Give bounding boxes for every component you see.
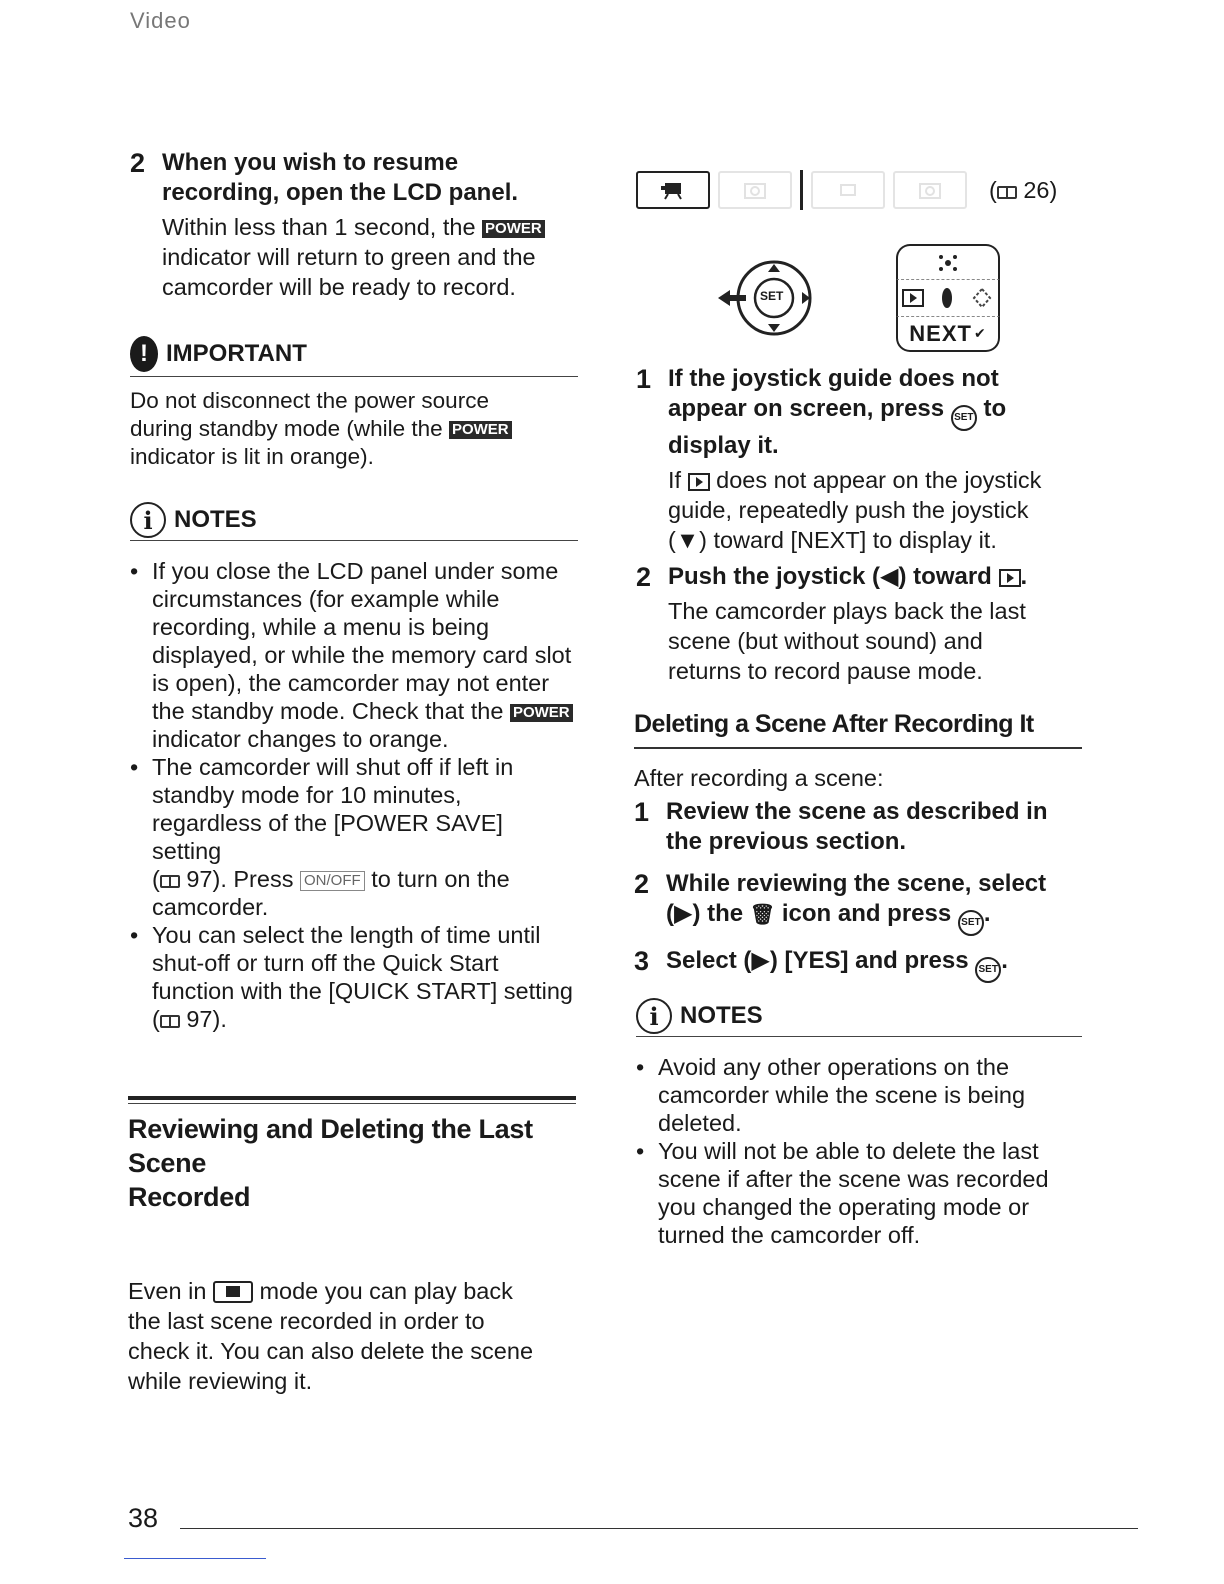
fade-icon xyxy=(970,286,994,310)
list-line: deleted. xyxy=(658,1110,742,1136)
list-line: 97). xyxy=(179,1006,227,1032)
guide-next-slot xyxy=(896,316,1000,352)
body-line: during standby mode (while the xyxy=(130,416,443,441)
step-title-end: . xyxy=(1020,563,1028,590)
photo-playback-mode-icon xyxy=(893,171,967,209)
step-title-line: Push the joystick (◀) toward xyxy=(668,563,992,590)
notes-heading xyxy=(636,998,1082,1034)
notes-heading xyxy=(130,502,578,538)
notes-list xyxy=(636,1053,1082,1249)
body-line: If xyxy=(668,467,682,493)
step-number: 2 xyxy=(634,869,650,899)
list-line: shut-off or turn off the Quick Start xyxy=(152,950,499,976)
list-line: function with the [QUICK START] setting xyxy=(152,978,573,1004)
list-line: is open), the camcorder may not enter xyxy=(152,670,550,696)
section-rule xyxy=(128,1096,576,1100)
step-2-body xyxy=(130,212,590,302)
page-reference-icon xyxy=(997,186,1017,199)
step-title xyxy=(668,364,1006,461)
list-line: • The camcorder will shut off if left in xyxy=(152,754,514,780)
body-line: Within less than 1 second, the xyxy=(162,214,476,240)
list-line: • You can select the length of time until xyxy=(152,922,541,948)
section-rule xyxy=(128,1103,576,1104)
step-title-line: If the joystick guide does not xyxy=(668,365,999,392)
body-line: indicator is lit in orange). xyxy=(130,444,374,469)
step-2-body xyxy=(636,596,1088,686)
step-number: 1 xyxy=(634,797,650,827)
body-line: scene (but without sound) and xyxy=(668,628,983,654)
list-line: camcorder while the scene is being xyxy=(658,1082,1026,1108)
step-number: 3 xyxy=(634,946,650,976)
movie-mode-icon xyxy=(213,1281,253,1303)
list-line: camcorder. xyxy=(152,894,269,920)
power-indicator-badge: POWER xyxy=(482,220,545,238)
list-line: displayed, or while the memory card slot xyxy=(152,642,572,668)
list-line: ( xyxy=(152,1006,160,1032)
list-line: • If you close the LCD panel under some xyxy=(152,558,559,584)
set-button-icon: SET xyxy=(958,910,984,936)
step-title xyxy=(668,562,1027,592)
page-reference xyxy=(989,177,1057,204)
step-title-line: (▶) the xyxy=(666,900,744,927)
divider xyxy=(636,1036,1082,1037)
body-line: mode you can play back xyxy=(259,1278,513,1304)
list-item xyxy=(636,1137,1082,1249)
guide-top-slot xyxy=(896,244,1000,280)
step-title-line: Select (▶) [YES] and press xyxy=(666,947,969,974)
step-title-line: icon and press xyxy=(781,900,952,927)
body-line: while reviewing it. xyxy=(128,1368,313,1394)
list-line: circumstances (for example while xyxy=(152,586,500,612)
section-intro xyxy=(128,1276,576,1396)
body-line: does not appear on the joystick xyxy=(716,467,1042,493)
notes-label: NOTES xyxy=(174,506,257,533)
mode-separator xyxy=(800,170,803,210)
right-step-2 xyxy=(636,562,1088,686)
list-line: indicator changes to orange. xyxy=(152,726,449,752)
notes-list xyxy=(130,557,578,1033)
playback-icon xyxy=(999,569,1021,587)
step-number: 2 xyxy=(636,562,652,592)
guide-middle-slot xyxy=(896,280,1000,316)
step-title-line: appear on screen, press xyxy=(668,395,945,422)
step-2-heading xyxy=(636,562,1088,592)
body-line: indicator will return to green and the xyxy=(162,244,536,270)
delete-section xyxy=(634,710,1082,983)
step-2-heading xyxy=(130,148,590,208)
divider xyxy=(130,376,578,377)
step-title-line: When you wish to resume xyxy=(162,149,459,176)
step-title-line: Review the scene as described in xyxy=(666,798,1048,825)
important-exclamation-icon: ! xyxy=(130,336,158,372)
list-line: ( xyxy=(152,866,160,892)
delete-step-3 xyxy=(634,946,1082,983)
info-icon: i xyxy=(130,502,166,538)
list-line: • Avoid any other operations on the xyxy=(658,1054,1010,1080)
right-step-1 xyxy=(636,364,1088,555)
notes-box-right xyxy=(636,998,1082,1249)
step-title-end: . xyxy=(983,900,991,927)
step-title-line: recording, open the LCD panel. xyxy=(162,179,519,206)
step-title xyxy=(666,797,1048,857)
playback-icon xyxy=(902,289,924,307)
list-line: • You will not be able to delete the last xyxy=(658,1138,1039,1164)
footer-rule xyxy=(180,1528,1138,1529)
page-reference-icon xyxy=(160,1015,180,1028)
body-line: Even in xyxy=(128,1278,207,1304)
body-line: check it. You can also delete the scene xyxy=(128,1338,534,1364)
movie-playback-mode-icon xyxy=(811,171,885,209)
next-label: NEXT xyxy=(909,320,972,346)
page-reference-icon xyxy=(160,875,180,888)
step-1-body xyxy=(636,465,1088,555)
delete-step-2 xyxy=(634,869,1082,936)
step-title-end: . xyxy=(1001,947,1008,974)
joystick-guide-panel xyxy=(896,244,1000,356)
body-line: The camcorder plays back the last xyxy=(668,598,1026,624)
step-number: 2 xyxy=(130,148,146,178)
review-section xyxy=(128,1096,576,1396)
left-step-2 xyxy=(130,148,590,302)
list-item xyxy=(130,557,578,753)
step-title-line: the previous section. xyxy=(666,828,907,855)
page-reference-paren: ( xyxy=(989,176,997,203)
footer-accent-rule xyxy=(124,1558,266,1559)
section-title xyxy=(128,1112,576,1214)
delete-step-1 xyxy=(634,797,1082,857)
step-title-line: display it. xyxy=(668,432,779,459)
important-body xyxy=(130,387,578,471)
divider xyxy=(130,540,578,541)
list-item xyxy=(636,1053,1082,1137)
list-line: the standby mode. Check that the xyxy=(152,698,504,724)
power-indicator-badge: POWER xyxy=(510,704,573,722)
important-heading xyxy=(130,336,578,372)
list-line: turned the camcorder off. xyxy=(658,1222,921,1248)
list-line: regardless of the [POWER SAVE] setting xyxy=(152,810,503,864)
list-line: recording, while a menu is being xyxy=(152,614,490,640)
list-item xyxy=(130,753,578,921)
page-number: 38 xyxy=(128,1503,159,1533)
step-title-line: to xyxy=(983,395,1007,422)
body-line: the last scene recorded in order to xyxy=(128,1308,485,1334)
chevron-down-icon: ✔ xyxy=(973,325,987,341)
list-line: to turn on the xyxy=(371,866,510,892)
on-off-button-badge: ON/OFF xyxy=(300,871,365,891)
section-title-line: Recorded xyxy=(128,1182,251,1212)
trash-icon: 🗑 xyxy=(749,904,776,926)
section-title-line: Reviewing and Deleting the Last Scene xyxy=(128,1114,533,1178)
notes-label: NOTES xyxy=(680,1002,763,1029)
info-icon: i xyxy=(636,998,672,1034)
list-line: standby mode for 10 minutes, xyxy=(152,782,462,808)
power-indicator-badge: POWER xyxy=(449,421,512,439)
body-line: Do not disconnect the power source xyxy=(130,388,489,413)
step-number: 1 xyxy=(636,364,652,394)
movie-mode-icon xyxy=(636,171,710,209)
body-line: (▼) toward [NEXT] to display it. xyxy=(668,527,997,553)
operating-modes-bar xyxy=(636,170,1057,210)
set-label: SET xyxy=(760,289,784,303)
section-header: Video xyxy=(130,8,191,33)
list-item xyxy=(130,921,578,1033)
important-label: IMPORTANT xyxy=(166,340,307,367)
photo-mode-icon xyxy=(718,171,792,209)
body-line: camcorder will be ready to record. xyxy=(162,274,516,300)
body-line: returns to record pause mode. xyxy=(668,658,983,684)
step-title xyxy=(666,946,1008,983)
step-title xyxy=(666,869,1046,936)
list-line: you changed the operating mode or xyxy=(658,1194,1030,1220)
joystick-icon xyxy=(716,256,820,340)
page-reference-number: 26) xyxy=(1023,176,1058,203)
list-line: 97). Press xyxy=(179,866,294,892)
body-line: guide, repeatedly push the joystick xyxy=(668,497,1029,523)
set-button-icon: SET xyxy=(951,405,977,431)
notes-box xyxy=(130,502,578,1033)
step-title-line: While reviewing the scene, select xyxy=(666,870,1047,897)
important-box xyxy=(130,336,578,471)
delete-section-title: Deleting a Scene After Recording It xyxy=(634,710,1034,738)
list-line: scene if after the scene was recorded xyxy=(658,1166,1049,1192)
step-title xyxy=(162,148,518,208)
joystick-position-icon xyxy=(936,285,958,311)
step-1-heading xyxy=(636,364,1088,461)
playback-icon xyxy=(688,473,710,491)
divider xyxy=(634,747,1082,749)
set-button-icon: SET xyxy=(975,957,1001,983)
delete-intro: After recording a scene: xyxy=(634,765,884,791)
